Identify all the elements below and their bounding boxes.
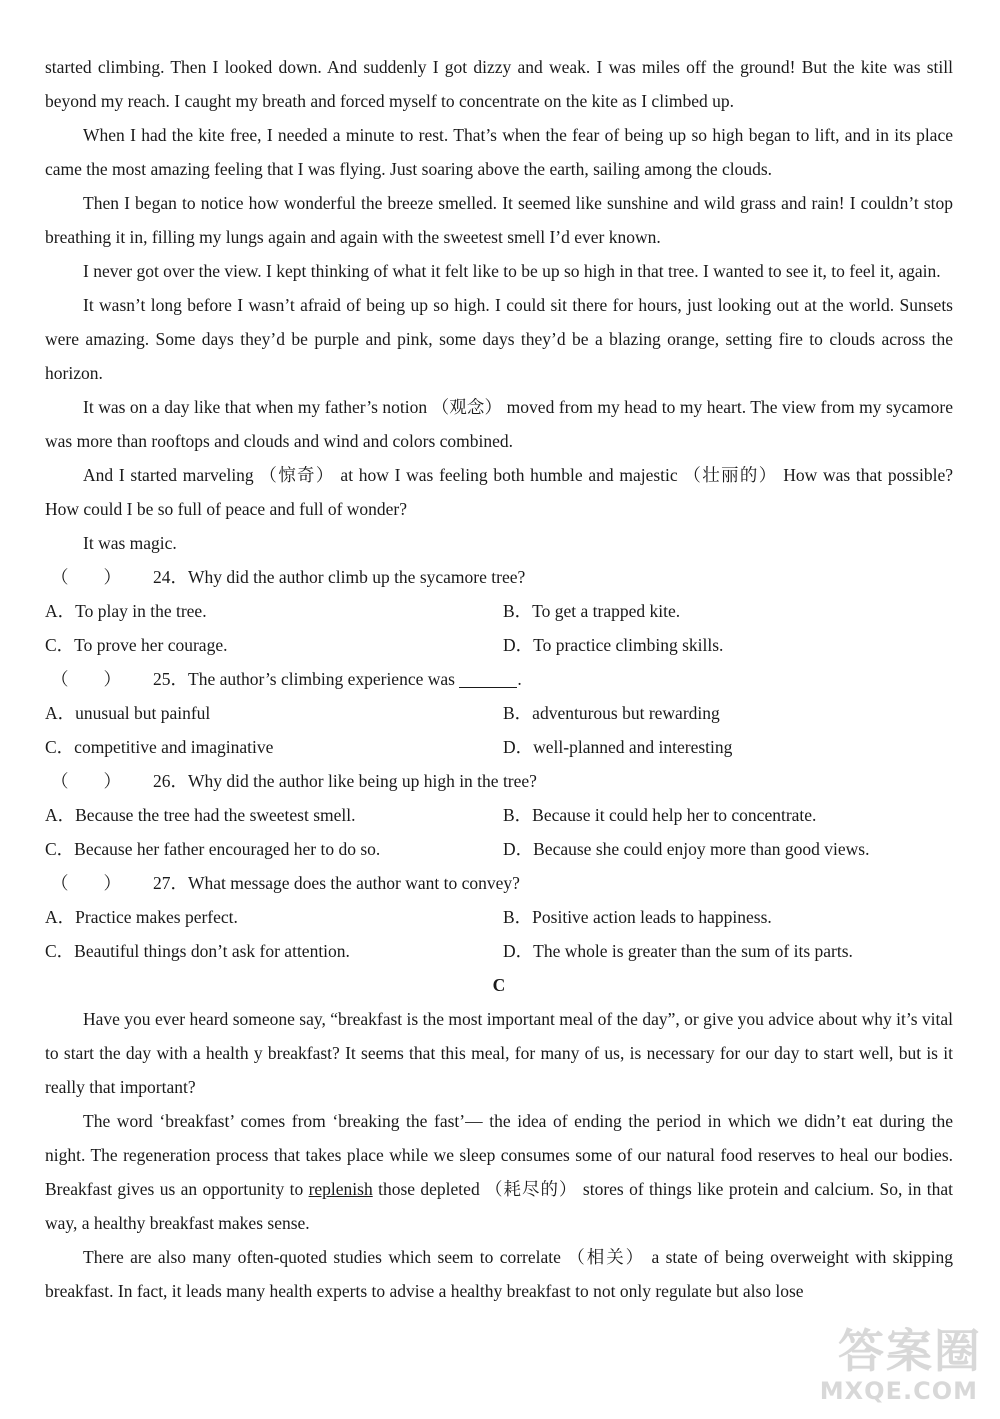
option-b: B．Because it could help her to concentrate.	[503, 805, 817, 825]
watermark-logo: 答案圈	[838, 1324, 982, 1378]
section-heading: C	[492, 975, 506, 995]
option-c: C．To prove her courage.	[45, 635, 228, 655]
question-stem-tail: .	[517, 669, 522, 689]
paragraph: Have you ever heard someone say, “breakfast is the most important meal of the day”, or give you advice about why it’s vital to start the day with a health y breakfast? It seems that this meal, for many of us, is necessary for our day to start well, but is it really that important?	[45, 1009, 953, 1097]
answer-bracket: （ ）	[51, 567, 121, 587]
option-row	[45, 696, 953, 730]
paragraph	[45, 1104, 953, 1240]
paragraph: started climbing. Then I looked down. And suddenly I got dizzy and weak. I was miles off the ground! But the kite was still beyond my reach. I caught my breath and forced myself to concentrate on the kite as I climbed up.	[45, 57, 953, 111]
option-a: A．Because the tree had the sweetest smell.	[45, 805, 356, 825]
option-d: D．well-planned and interesting	[503, 737, 733, 757]
option-b: B．To get a trapped kite.	[503, 601, 681, 621]
document-page	[45, 50, 953, 1308]
option-row	[45, 900, 953, 934]
option-a: A．unusual but painful	[45, 703, 211, 723]
option-row	[45, 594, 953, 628]
paragraph: It wasn’t long before I wasn’t afraid of being up so high. I could sit there for hours, just looking out at the world. Sunsets were amazing. Some days they’d be purple and pink, some days they’d be a blazing orange, setting fire to clouds across the horizon.	[45, 295, 953, 383]
question-25	[45, 662, 953, 696]
question-stem: 24．Why did the author climb up the sycamore tree?	[153, 567, 526, 587]
question-24	[45, 560, 953, 594]
option-c: C．Because her father encouraged her to do so.	[45, 839, 381, 859]
site-watermark	[782, 1315, 982, 1405]
option-c: C．competitive and imaginative	[45, 737, 274, 757]
question-27	[45, 866, 953, 900]
answer-bracket: （ ）	[51, 873, 121, 893]
paragraph: There are also many often-quoted studies which seem to correlate （相关） a state of being overweight with skipping breakfast. In fact, it leads many health experts to advise a healthy breakfast to not only regulate but also lose	[45, 1247, 953, 1301]
option-b: B．adventurous but rewarding	[503, 703, 720, 723]
fill-blank	[459, 669, 517, 688]
option-row	[45, 934, 953, 968]
option-a: A．To play in the tree.	[45, 601, 207, 621]
paragraph: Then I began to notice how wonderful the breeze smelled. It seemed like sunshine and wild grass and rain! I couldn’t stop breathing it in, filling my lungs again and again with the sweetest smell I’d ever known.	[45, 193, 953, 247]
option-b: B．Positive action leads to happiness.	[503, 907, 772, 927]
underlined-word: replenish	[308, 1179, 373, 1199]
option-d: D．The whole is greater than the sum of its parts.	[503, 941, 853, 961]
question-stem: 25．The author’s climbing experience was	[153, 669, 455, 689]
option-a: A．Practice makes perfect.	[45, 907, 238, 927]
paragraph-text: The word ‘breakfast’ comes from ‘breaking the fast’— the idea of ending the period in which we didn’t eat during the night. The regeneration process that takes place while we sleep consumes some of our natural food reserves to heal our bodies. Breakfast gives us an opportunity to	[45, 1111, 953, 1199]
option-c: C．Beautiful things don’t ask for attention.	[45, 941, 350, 961]
paragraph: I never got over the view. I kept thinking of what it felt like to be up so high in that tree. I wanted to see it, to feel it, again.	[83, 261, 941, 281]
option-row	[45, 798, 953, 832]
paragraph: And I started marveling （惊奇） at how I was feeling both humble and majestic （壮丽的） How was that possible? How could I be so full of peace and full of wonder?	[45, 465, 953, 519]
option-d: D．Because she could enjoy more than good views.	[503, 839, 870, 859]
question-stem: 27．What message does the author want to convey?	[153, 873, 520, 893]
option-row	[45, 832, 953, 866]
paragraph: It was magic.	[83, 533, 177, 553]
question-stem: 26．Why did the author like being up high in the tree?	[153, 771, 537, 791]
question-26	[45, 764, 953, 798]
answer-bracket: （ ）	[51, 669, 121, 689]
answer-bracket: （ ）	[51, 771, 121, 791]
paragraph: It was on a day like that when my father’s notion （观念） moved from my head to my heart. The view from my sycamore was more than rooftops and clouds and wind and colors combined.	[45, 397, 953, 451]
option-row	[45, 730, 953, 764]
paragraph-text: those depleted （耗尽的） stores of things like protein and calcium. So, in that way, a healthy breakfast makes sense.	[45, 1179, 953, 1233]
paragraph: When I had the kite free, I needed a minute to rest. That’s when the fear of being up so high began to lift, and in its place came the most amazing feeling that I was flying. Just soaring above the earth, sailing among the clouds.	[45, 125, 953, 179]
option-d: D．To practice climbing skills.	[503, 635, 724, 655]
option-row	[45, 628, 953, 662]
watermark-url: MXQE.COM	[819, 1377, 978, 1405]
